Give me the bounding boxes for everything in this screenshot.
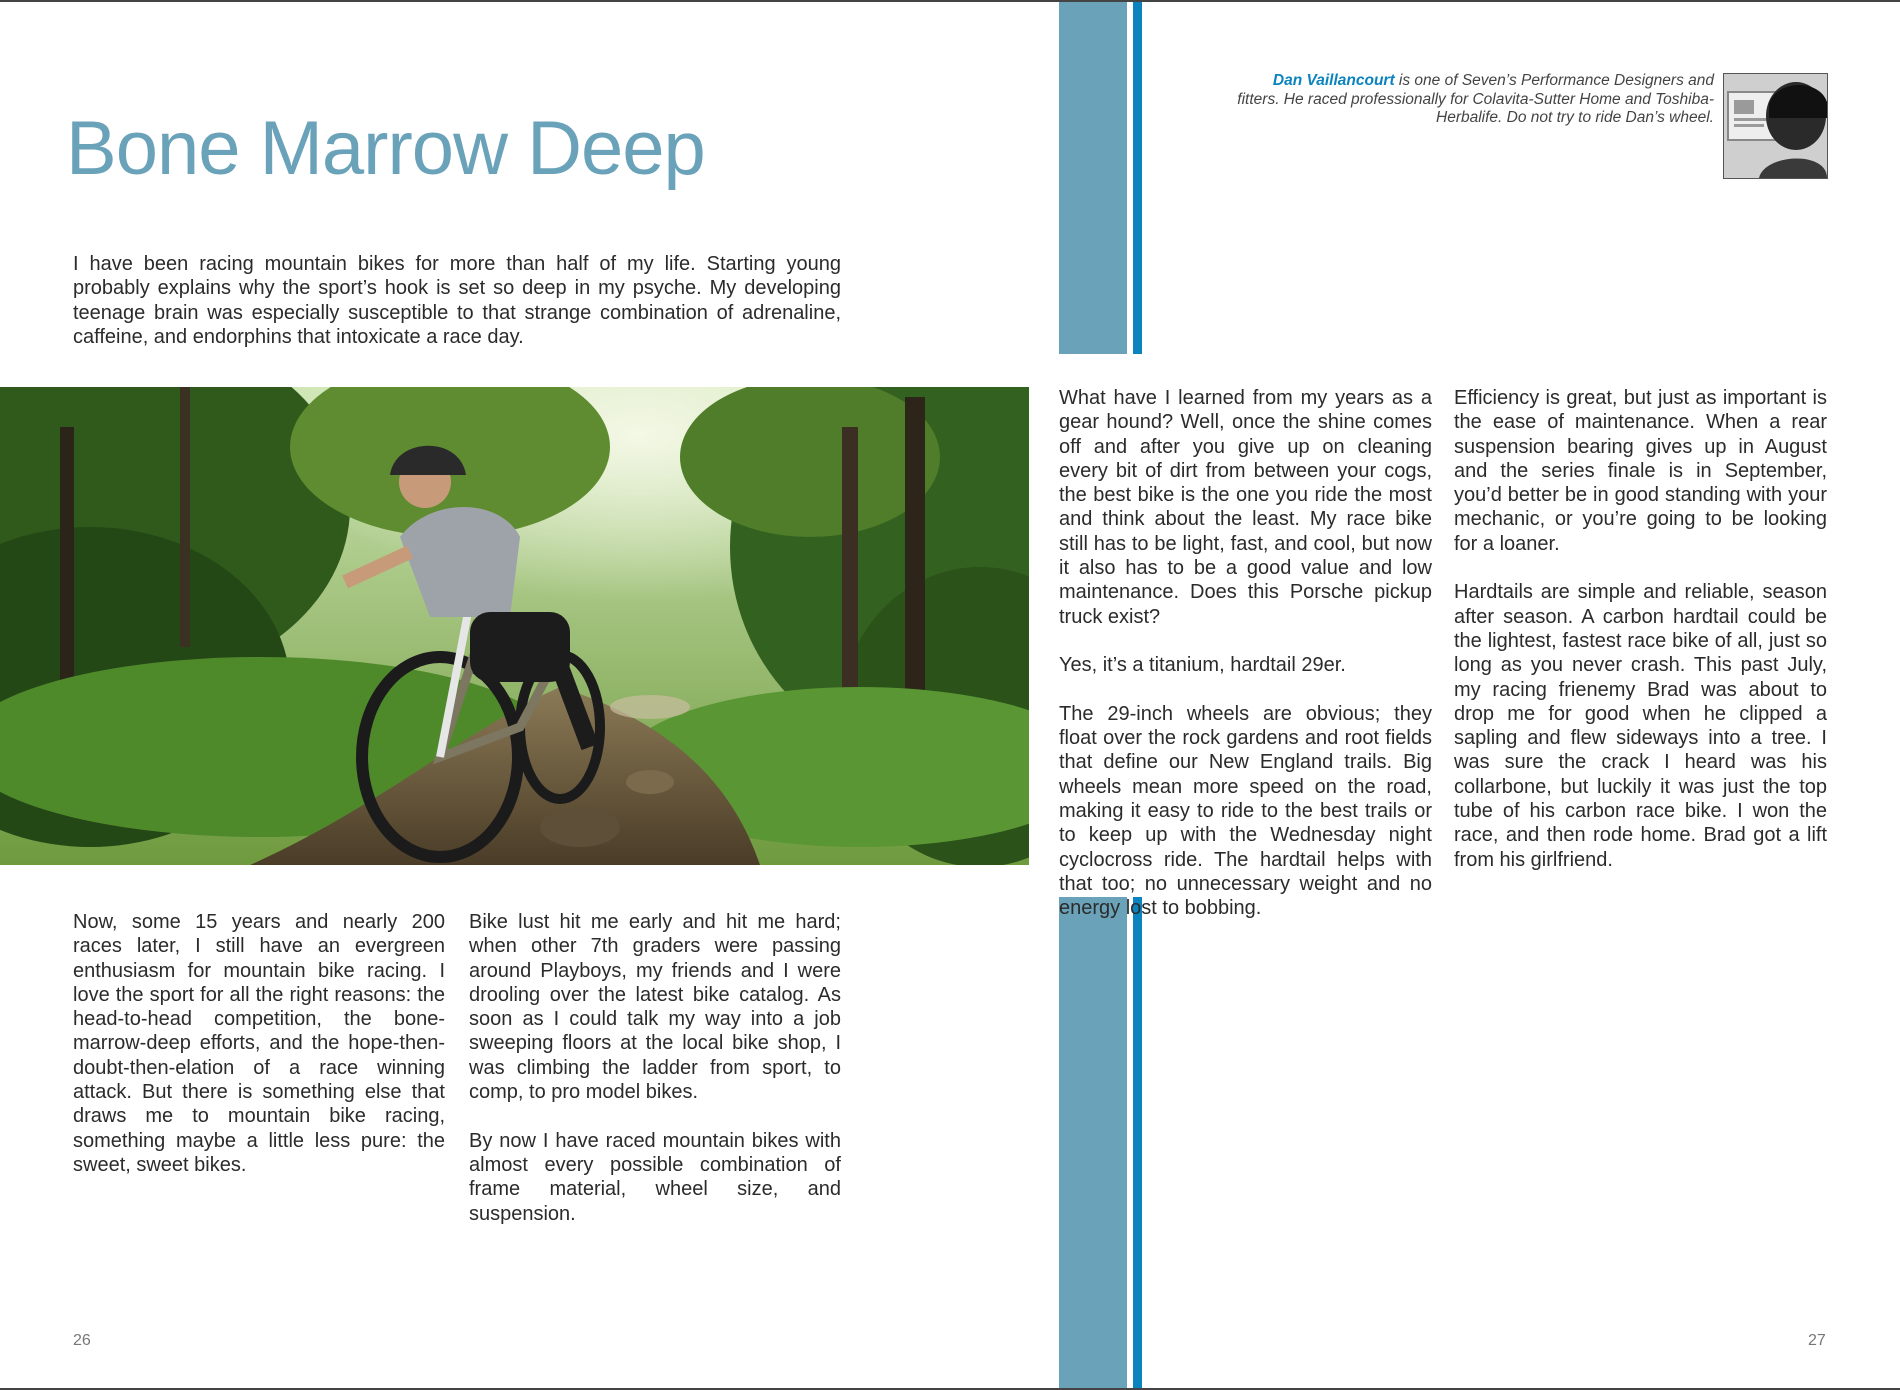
intro-paragraph: I have been racing mountain bikes for more than half of my life. Starting young probably explains why the sport’s hook is set so deep in my psyche. My developing teenage brain was especially susceptible to that strange combination of adrenaline, caffeine, and endorphins that intoxicate a race day. [73, 253, 841, 348]
paragraph: Efficiency is great, but just as important is the ease of maintenance. When a rear suspension bearing gives up in August and the series finale is in September, you’d better be in good standing with your mechanic, or you’re going to be looking for a loaner. [1454, 387, 1827, 555]
page-number-left: 26 [73, 1332, 91, 1349]
body-column-4 [1454, 386, 1827, 872]
author-portrait-photo [1723, 73, 1828, 179]
paragraph: By now I have raced mountain bikes with almost every possible combination of frame material, wheel size, and suspension. [469, 1129, 841, 1225]
paragraph: Now, some 15 years and nearly 200 races later, I still have an evergreen enthusiasm for mountain bike racing. I love the sport for all the right reasons: the head-to-head competition, the bone-marrow-deep efforts, and the hope-then-doubt-then-elation of a race winning attack. But there is something else that draws me to mountain bike racing, something maybe a little less pure: the sweet, sweet bikes. [73, 911, 445, 1176]
paragraph: Yes, it’s a titanium, hardtail 29er. [1059, 654, 1346, 677]
decorative-stripe-top [1059, 2, 1127, 354]
decorative-stripe-bottom-accent [1133, 897, 1142, 1388]
body-column-1 [73, 910, 445, 1177]
decorative-stripe-top-accent [1133, 2, 1142, 354]
body-column-3 [1059, 386, 1432, 921]
paragraph: The 29-inch wheels are obvious; they float over the rock gardens and root fields that define our New England trails. Big wheels mean more speed on the road, making it easy to ride to the best trails or to keep up with the Wednesday night cyclocross ride. The hardtail helps with that too; no unnecessary weight and no energy lost to bobbing. [1059, 702, 1432, 920]
decorative-stripe-bottom [1059, 897, 1127, 1388]
article-title: Bone Marrow Deep [66, 105, 705, 191]
page-number-right: 27 [1808, 1332, 1826, 1349]
top-rule [0, 0, 1900, 2]
paragraph: Hardtails are simple and reliable, season after season. A carbon hardtail could be the lightest, fastest race bike of all, just so long as you never crash. This past July, my racing frienemy Brad was about to drop me for good when he clipped a sapling and flew sideways into a tree. I was sure the crack I heard was his collarbone, but luckily it was just the top tube of his carbon race bike. I won the race, and then rode home. Brad got a lift from his girlfriend. [1454, 581, 1827, 871]
author-name: Dan Vaillancourt [1272, 72, 1395, 89]
paragraph: Bike lust hit me early and hit me hard; when other 7th graders were passing around Playboys, my friends and I were drooling over the latest bike catalog. As soon as I could talk my way into a job sweeping floors at the local bike shop, I was climbing the ladder from sport, to comp, to pro model bikes. [469, 911, 841, 1104]
paragraph: What have I learned from my years as a gear hound? Well, once the shine comes off and after you give up on cleaning every bit of dirt from between your cogs, the best bike is the one you ride the most and think about the least. My race bike still has to be light, fast, and cool, but now it also has to be a good value and low maintenance. Does this Porsche pickup truck exist? [1059, 387, 1432, 628]
mountain-biker-photo [0, 387, 1029, 865]
author-bio [1230, 72, 1714, 128]
author-bio-text: is one of Seven’s Performance Designers and fitters. He raced professionally for Colavita-Sutter Home and Toshiba-Herbalife. Do not try to ride Dan’s wheel. [1237, 72, 1714, 126]
body-column-2 [469, 910, 841, 1226]
